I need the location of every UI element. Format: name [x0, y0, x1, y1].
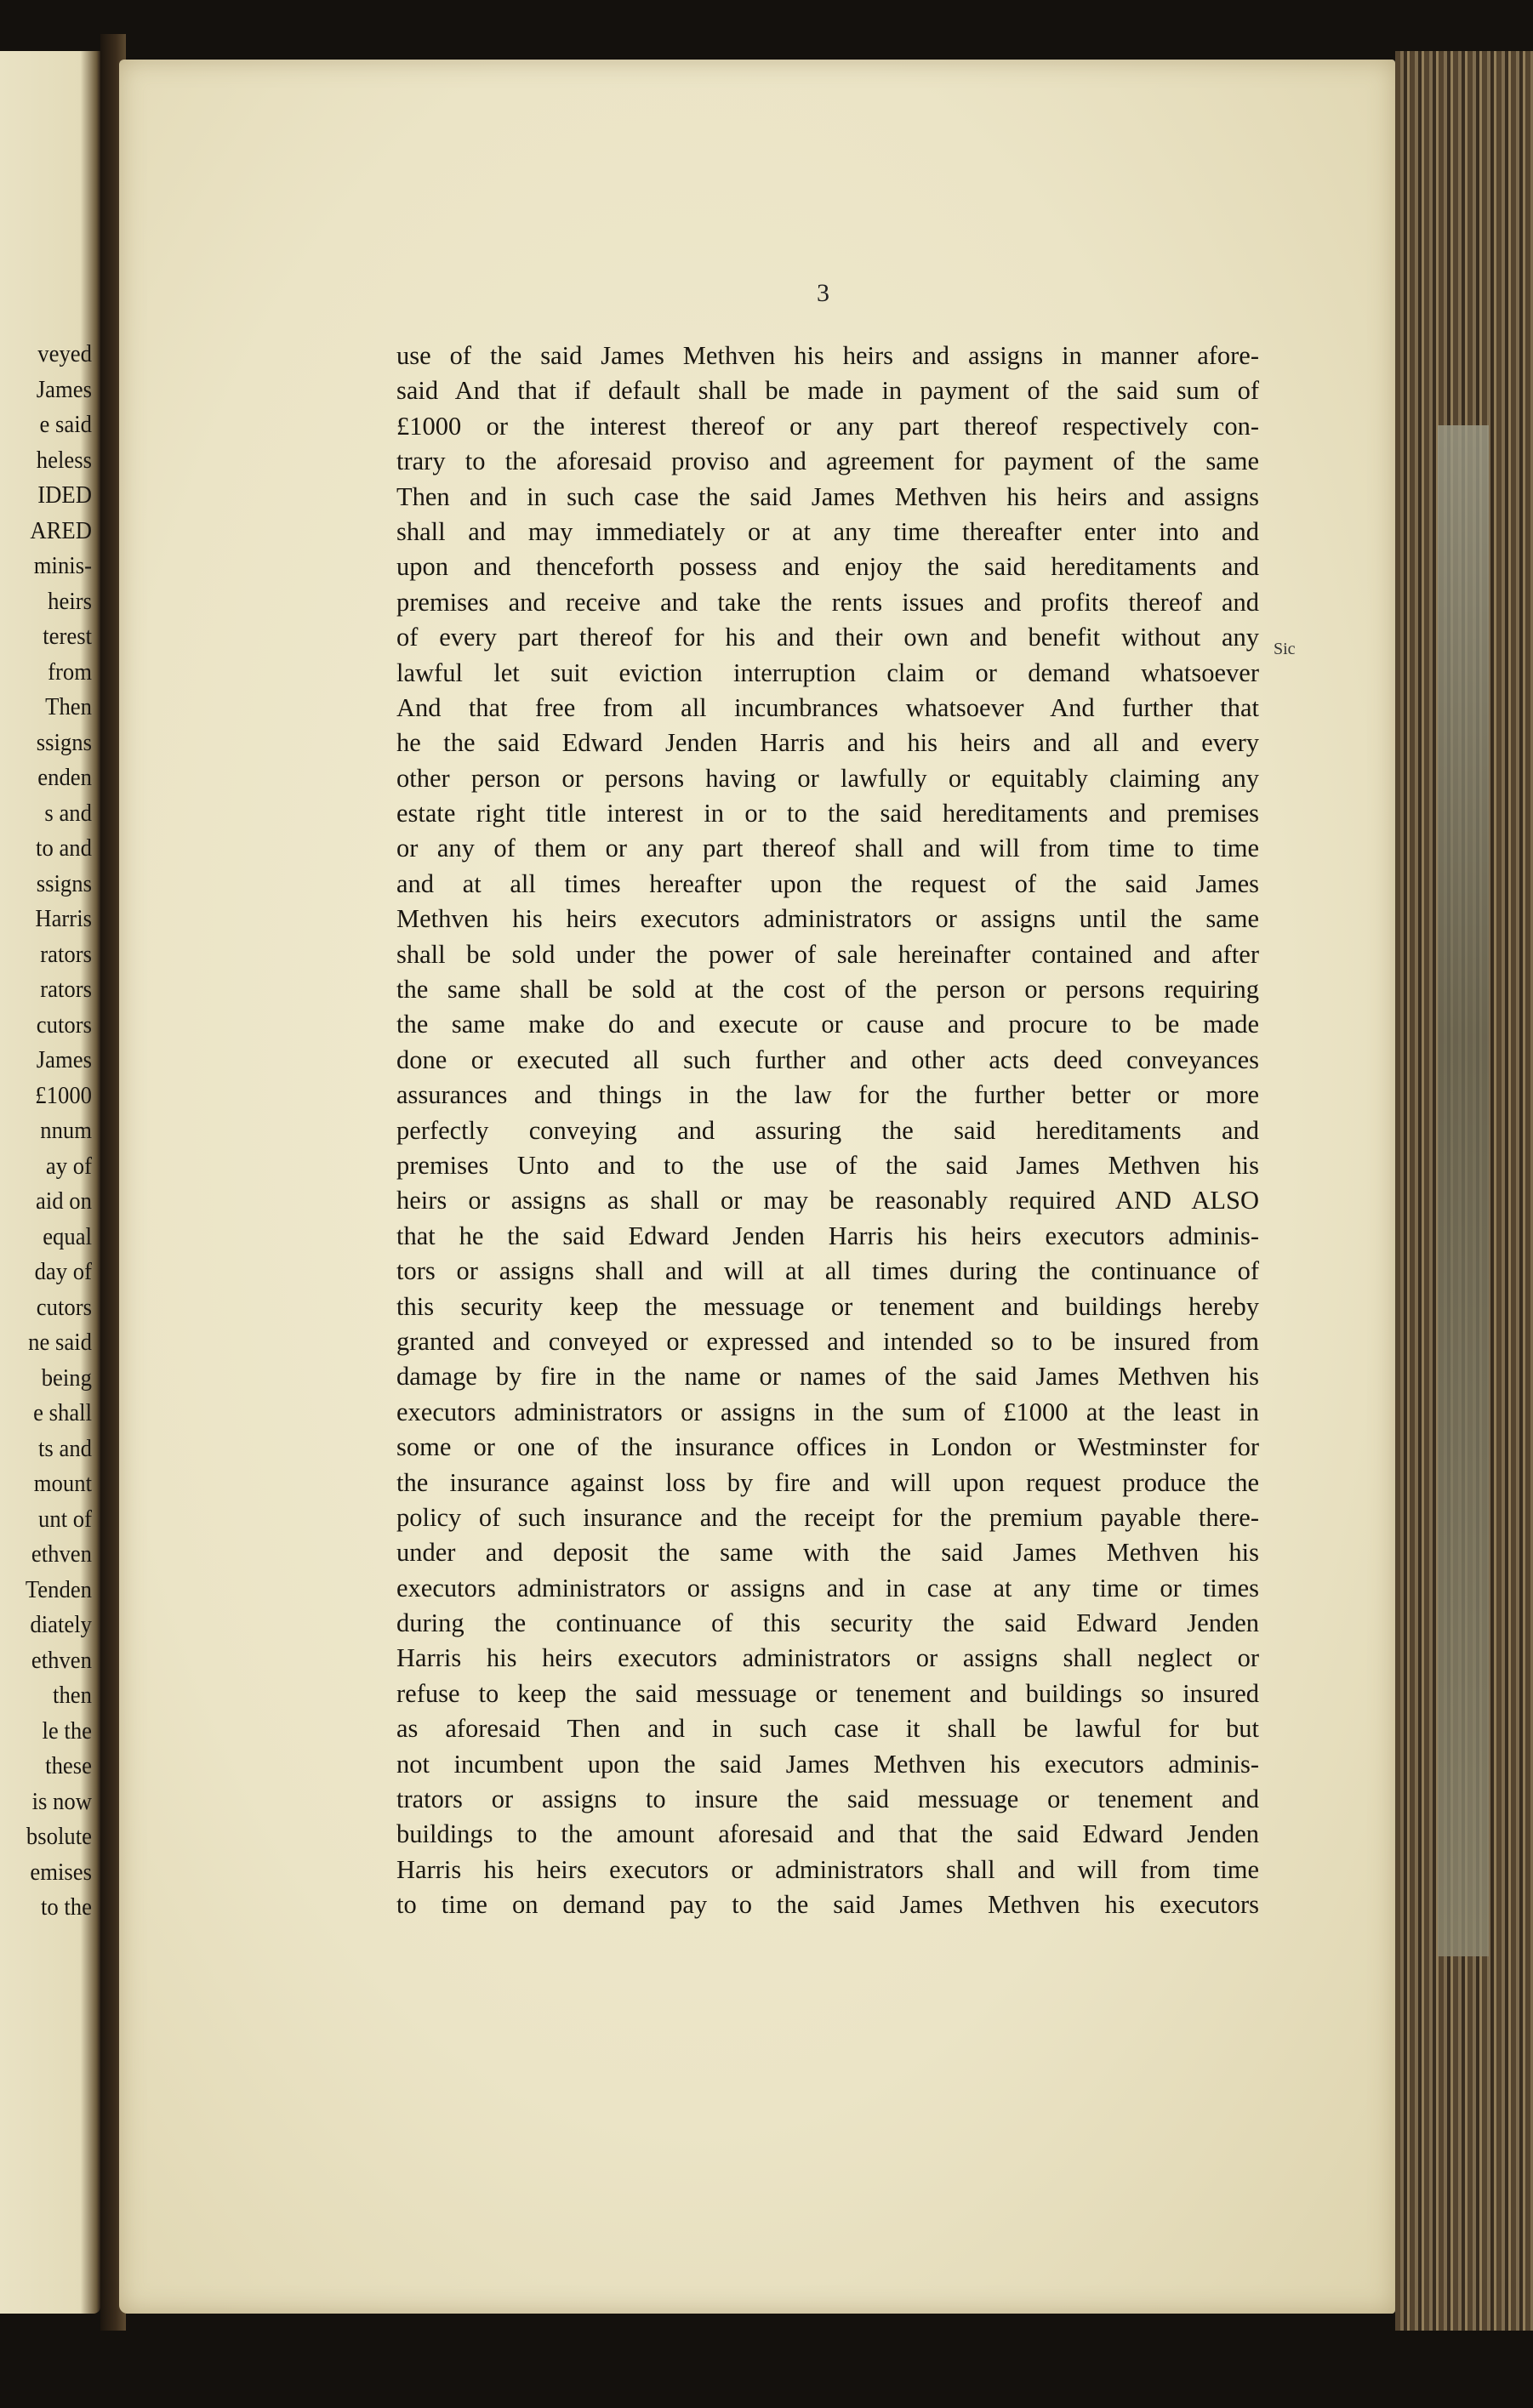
left-page-line: veyed: [37, 340, 92, 367]
text-line: executors administrators or assigns and in case at any time or times: [396, 1573, 1259, 1602]
left-page-line: ethven: [31, 1540, 92, 1568]
page-number: 3: [817, 279, 829, 307]
left-page-line: Harris: [35, 905, 92, 932]
left-page-line: equal: [43, 1222, 92, 1250]
left-page-line: e said: [39, 411, 92, 438]
text-line: and at all times hereafter upon the request of the said James: [396, 868, 1259, 898]
text-line: the same shall be sold at the cost of the person or persons requiring: [396, 975, 1259, 1005]
text-line: shall be sold under the power of sale hereinafter contained and after: [396, 939, 1259, 969]
text-line: the insurance against loss by fire and will upon request produce the: [396, 1467, 1259, 1497]
left-page-line: to the: [40, 1893, 92, 1921]
left-page-line: cutors: [36, 1010, 92, 1039]
text-line: executors administrators or assigns in the sum of £1000 at the least in: [396, 1397, 1259, 1426]
text-line: he the said Edward Jenden Harris and his heirs and all and every: [396, 728, 1259, 758]
left-page-line: emises: [30, 1858, 92, 1886]
text-line: premises and receive and take the rents issues and profits thereof and: [396, 587, 1259, 617]
left-page-line: IDED: [37, 481, 92, 509]
left-page-line: ts and: [38, 1434, 92, 1462]
left-page-line: le the: [42, 1716, 92, 1745]
left-page-line: ssigns: [36, 869, 92, 897]
text-line: tors or assigns shall and will at all times during the continuance of: [396, 1256, 1259, 1286]
left-page-line: enden: [37, 764, 92, 791]
text-line: said And that if default shall be made in payment of the said sum of: [396, 376, 1259, 406]
left-page-line: ssigns: [36, 728, 92, 756]
text-line: £1000 or the interest thereof or any part thereof respectively con-: [396, 411, 1259, 441]
text-line: heirs or assigns as shall or may be reasonably required AND ALSO: [396, 1186, 1259, 1215]
left-page-line: is now: [31, 1787, 92, 1815]
text-line: Then and in such case the said James Methven his heirs and assigns: [396, 481, 1259, 511]
left-page-line: ethven: [31, 1646, 92, 1674]
text-line: damage by fire in the name or names of the said James Methven his: [396, 1362, 1259, 1392]
left-page-line: being: [41, 1363, 92, 1392]
text-line: shall and may immediately or at any time thereafter enter into and: [396, 516, 1259, 546]
text-line: during the continuance of this security the said Edward Jenden: [396, 1608, 1259, 1638]
left-page-line: £1000: [35, 1081, 92, 1109]
text-line: trary to the aforesaid proviso and agreement for payment of the same: [396, 447, 1259, 476]
text-line: Methven his heirs executors administrators or assigns until the same: [396, 904, 1259, 934]
text-line: this security keep the messuage or tenement and buildings hereby: [396, 1291, 1259, 1321]
text-line: premises Unto and to the use of the said James Methven his: [396, 1150, 1259, 1180]
left-page-line: unt of: [38, 1505, 92, 1533]
text-line: to time on demand pay to the said James Methven his executors: [396, 1890, 1259, 1920]
left-page-line: ARED: [30, 516, 92, 544]
left-page-line: s and: [44, 799, 92, 827]
text-line: estate right title interest in or to the said hereditaments and premises: [396, 799, 1259, 828]
left-page-line: then: [53, 1682, 92, 1709]
text-line: lawful let suit eviction interruption claim or demand whatsoever: [396, 658, 1259, 687]
text-line: or any of them or any part thereof shall and will from time to time: [396, 834, 1259, 863]
text-line: Harris his heirs executors administrators or assigns shall neglect or: [396, 1643, 1259, 1673]
left-page-line: cutors: [36, 1293, 92, 1321]
text-line: some or one of the insurance offices in London or Westminster for: [396, 1432, 1259, 1462]
left-page-line: heless: [36, 446, 92, 474]
text-line: policy of such insurance and the receipt for the premium payable there-: [396, 1502, 1259, 1532]
left-page-line: Then: [45, 693, 92, 720]
text-line: as aforesaid Then and in such case it shall be lawful for but: [396, 1714, 1259, 1744]
left-page-line: James: [36, 1046, 92, 1073]
text-line: assurances and things in the law for the further better or more: [396, 1080, 1259, 1110]
text-line: Harris his heirs executors or administrators shall and will from time: [396, 1854, 1259, 1884]
text-line: other person or persons having or lawfully or equitably claiming any: [396, 763, 1259, 793]
text-line: trators or assigns to insure the said messuage or tenement and: [396, 1785, 1259, 1814]
left-page-line: to and: [36, 834, 92, 862]
text-line: perfectly conveying and assuring the said hereditaments and: [396, 1115, 1259, 1145]
left-page-line: from: [48, 658, 92, 686]
left-page-line: minis-: [33, 552, 92, 579]
left-page-line: aid on: [36, 1187, 92, 1215]
text-line: the same make do and execute or cause and procure to be made: [396, 1010, 1259, 1039]
text-line: use of the said James Methven his heirs and assigns in manner afore-: [396, 341, 1259, 370]
left-page-line: diately: [30, 1611, 92, 1638]
left-facing-page: [0, 51, 100, 2314]
left-page-line: bsolute: [26, 1823, 92, 1850]
body-text: [396, 339, 1259, 1923]
text-line: under and deposit the same with the said James Methven his: [396, 1538, 1259, 1568]
text-line: done or executed all such further and other acts deed conveyances: [396, 1045, 1259, 1074]
left-page-line: these: [45, 1752, 92, 1779]
left-page-line: e shall: [33, 1399, 92, 1426]
left-page-line: rators: [40, 976, 92, 1003]
binding-tape: [1438, 425, 1489, 1956]
margin-note: Sic: [1274, 640, 1296, 658]
left-page-line: day of: [34, 1258, 92, 1285]
left-page-line: ay of: [45, 1152, 92, 1180]
left-page-line: terest: [43, 623, 92, 650]
text-line: buildings to the amount aforesaid and that the said Edward Jenden: [396, 1819, 1259, 1849]
left-page-line: mount: [33, 1470, 92, 1497]
left-page-text: [0, 337, 92, 1926]
left-page-line: ne said: [28, 1329, 92, 1356]
text-line: of every part thereof for his and their own and benefit without any: [396, 623, 1259, 652]
left-page-line: nnum: [40, 1117, 92, 1144]
text-line: that he the said Edward Jenden Harris his heirs executors adminis-: [396, 1221, 1259, 1250]
text-line: granted and conveyed or expressed and intended so to be insured from: [396, 1326, 1259, 1356]
left-page-line: heirs: [48, 587, 92, 615]
text-line: upon and thenceforth possess and enjoy the said hereditaments and: [396, 552, 1259, 582]
left-page-line: James: [36, 375, 92, 403]
text-line: refuse to keep the said messuage or tenement and buildings so insured: [396, 1678, 1259, 1708]
text-line: not incumbent upon the said James Methven his executors adminis-: [396, 1749, 1259, 1779]
left-page-line: Tenden: [25, 1575, 92, 1603]
left-page-line: rators: [40, 940, 92, 968]
text-line: And that free from all incumbrances whatsoever And further that: [396, 692, 1259, 722]
